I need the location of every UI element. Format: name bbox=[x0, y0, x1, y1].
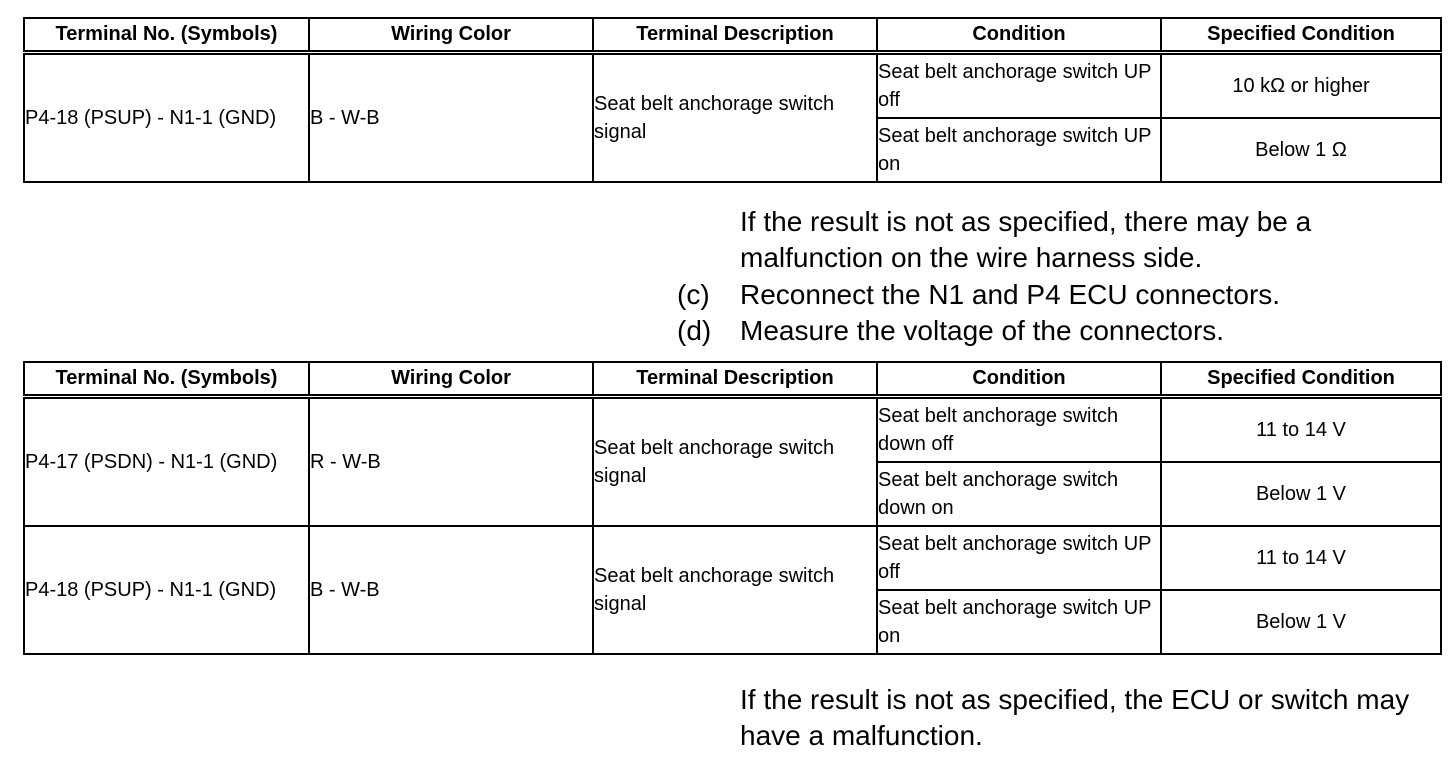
specified-condition-cell: 11 to 14 V bbox=[1161, 397, 1441, 463]
step-d bbox=[677, 313, 1377, 349]
condition-cell: Seat belt anchorage switch down off bbox=[877, 397, 1161, 463]
table-row bbox=[24, 397, 1441, 463]
ecu-switch-note: If the result is not as specified, the ECU or switch may have a malfunction. bbox=[740, 684, 1410, 751]
condition-cell: Seat belt anchorage switch UP off bbox=[877, 53, 1161, 119]
table-row bbox=[24, 53, 1441, 119]
header-specified-condition: Specified Condition bbox=[1161, 362, 1441, 397]
wiring-color-cell: B - W-B bbox=[309, 526, 593, 654]
header-terminal-no: Terminal No. (Symbols) bbox=[24, 18, 309, 53]
wire-harness-note: If the result is not as specified, there may be a malfunction on the wire harness side. bbox=[740, 206, 1312, 273]
terminal-cell: P4-18 (PSUP) - N1-1 (GND) bbox=[24, 53, 309, 183]
header-wiring-color: Wiring Color bbox=[309, 18, 593, 53]
header-specified-condition: Specified Condition bbox=[1161, 18, 1441, 53]
specified-condition-cell: 10 kΩ or higher bbox=[1161, 53, 1441, 119]
step-text: Reconnect the N1 and P4 ECU connectors. bbox=[740, 279, 1281, 310]
condition-cell: Seat belt anchorage switch down on bbox=[877, 462, 1161, 526]
terminal-cell: P4-18 (PSUP) - N1-1 (GND) bbox=[24, 526, 309, 654]
specified-condition-cell: Below 1 V bbox=[1161, 462, 1441, 526]
step-marker: (c) bbox=[677, 279, 710, 310]
table-header-row bbox=[24, 18, 1441, 53]
terminal-description-cell: Seat belt anchorage switch signal bbox=[593, 53, 877, 183]
header-terminal-no: Terminal No. (Symbols) bbox=[24, 362, 309, 397]
terminal-description-cell: Seat belt anchorage switch signal bbox=[593, 397, 877, 527]
specified-condition-cell: Below 1 V bbox=[1161, 590, 1441, 654]
terminal-cell: P4-17 (PSDN) - N1-1 (GND) bbox=[24, 397, 309, 527]
terminal-description-cell: Seat belt anchorage switch signal bbox=[593, 526, 877, 654]
step-marker: (d) bbox=[677, 315, 712, 346]
specified-condition-cell: Below 1 Ω bbox=[1161, 118, 1441, 182]
voltage-spec-table bbox=[23, 361, 1442, 655]
condition-cell: Seat belt anchorage switch UP on bbox=[877, 118, 1161, 182]
condition-cell: Seat belt anchorage switch UP off bbox=[877, 526, 1161, 590]
header-terminal-description: Terminal Description bbox=[593, 362, 877, 397]
header-wiring-color: Wiring Color bbox=[309, 362, 593, 397]
wiring-color-cell: B - W-B bbox=[309, 53, 593, 183]
wiring-color-cell: R - W-B bbox=[309, 397, 593, 527]
condition-cell: Seat belt anchorage switch UP on bbox=[877, 590, 1161, 654]
header-condition: Condition bbox=[877, 362, 1161, 397]
specified-condition-cell: 11 to 14 V bbox=[1161, 526, 1441, 590]
step-c bbox=[677, 277, 1377, 313]
step-text: Measure the voltage of the connectors. bbox=[740, 315, 1225, 346]
header-condition: Condition bbox=[877, 18, 1161, 53]
resistance-spec-table bbox=[23, 17, 1442, 183]
table-header-row bbox=[24, 362, 1441, 397]
table-row bbox=[24, 526, 1441, 590]
header-terminal-description: Terminal Description bbox=[593, 18, 877, 53]
